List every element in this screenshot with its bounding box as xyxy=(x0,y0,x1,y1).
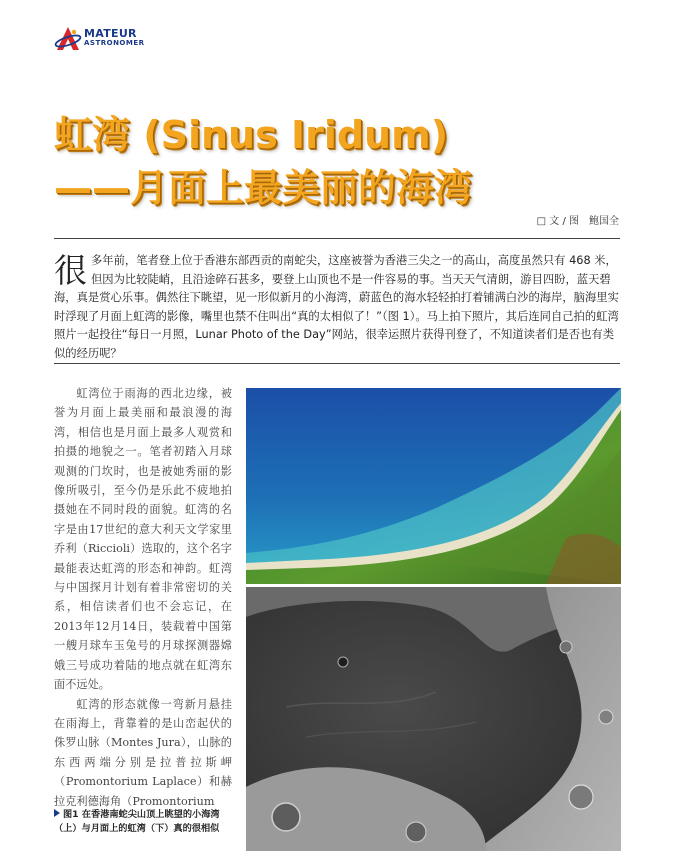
intro-rule-top xyxy=(54,238,620,239)
bay-photo xyxy=(246,388,621,584)
drop-cap: 很 xyxy=(54,251,87,290)
figure-caption xyxy=(54,808,234,836)
sinus-iridum-moon-photo xyxy=(246,587,621,851)
intro-text: 多年前，笔者登上位于香港东部西贡的南蛇尖，这座被誉为香港三尖之一的高山，高度虽然只有 468 米，但因为比较陡峭，且沿途碎石甚多，要登上山顶也不是一件容易的事。当天天气清朗，游目四盼，蓝天碧海，真是赏心乐事。偶然往下眺望，见一形似新月的小海湾，蔚蓝色的海水轻轻拍打着铺满白沙的海岸，脑海里实时浮现了月面上虹湾的影像，嘴里也禁不住叫出“真的太相似了！”（图 1）。马上拍下照片，其后连同自己拍的虹湾照片一起投往“每日一月照，Lunar Photo of the Day”网站，很幸运照片获得刊登了，不知道读者们是否也有类似的经历呢？ xyxy=(54,254,619,360)
logo-subtext: ASTRONOMER xyxy=(84,39,145,47)
article-subtitle: ——月面上最美丽的海湾 xyxy=(54,166,473,210)
body-paragraph-2: 虹湾的形态就像一弯新月悬挂在雨海上，背靠着的是山峦起伏的侏罗山脉（Montes Jura），山脉的东西两端分别是拉普拉斯岬（Promontorium Laplace）和赫拉克利德海角（Promontorium xyxy=(54,697,232,808)
body-column xyxy=(54,384,232,808)
article-title: 虹湾 (Sinus Iridum) xyxy=(54,113,449,157)
magazine-logo xyxy=(54,24,164,54)
caption-triangle-icon xyxy=(54,809,60,817)
intro-paragraph xyxy=(54,252,622,363)
caption-text: 图1 在香港南蛇尖山顶上眺望的小海湾（上）与月面上的虹湾（下）真的很相似 xyxy=(54,809,220,834)
intro-rule-bottom xyxy=(54,363,620,364)
byline: □ 文 / 图 鲍国全 xyxy=(536,216,619,227)
body-paragraph-1: 虹湾位于雨海的西北边缘，被誉为月面上最美丽和最浪漫的海湾，相信也是月面上最多人观赏和拍摄的地貌之一。笔者初踏入月球观测的门坎时，也是被她秀丽的影像所吸引，至今仍是乐此不疲地拍摄她在不同时段的面貌。虹湾的名字是由17世纪的意大利天文学家里乔利（Riccioli）选取的，这个名字最能表达虹湾的形态和神韵。虹湾与中国探月计划有着非常密切的关系，相信读者们也不会忘记，在2013年12月14日，装载着中国第一艘月球车玉兔号的月球探测器嫦娥三号成功着陆的地点就在虹湾东面不远处。 xyxy=(54,387,232,692)
amateur-astronomer-logo-icon xyxy=(54,24,82,52)
logo-text: MATEUR xyxy=(84,27,137,40)
